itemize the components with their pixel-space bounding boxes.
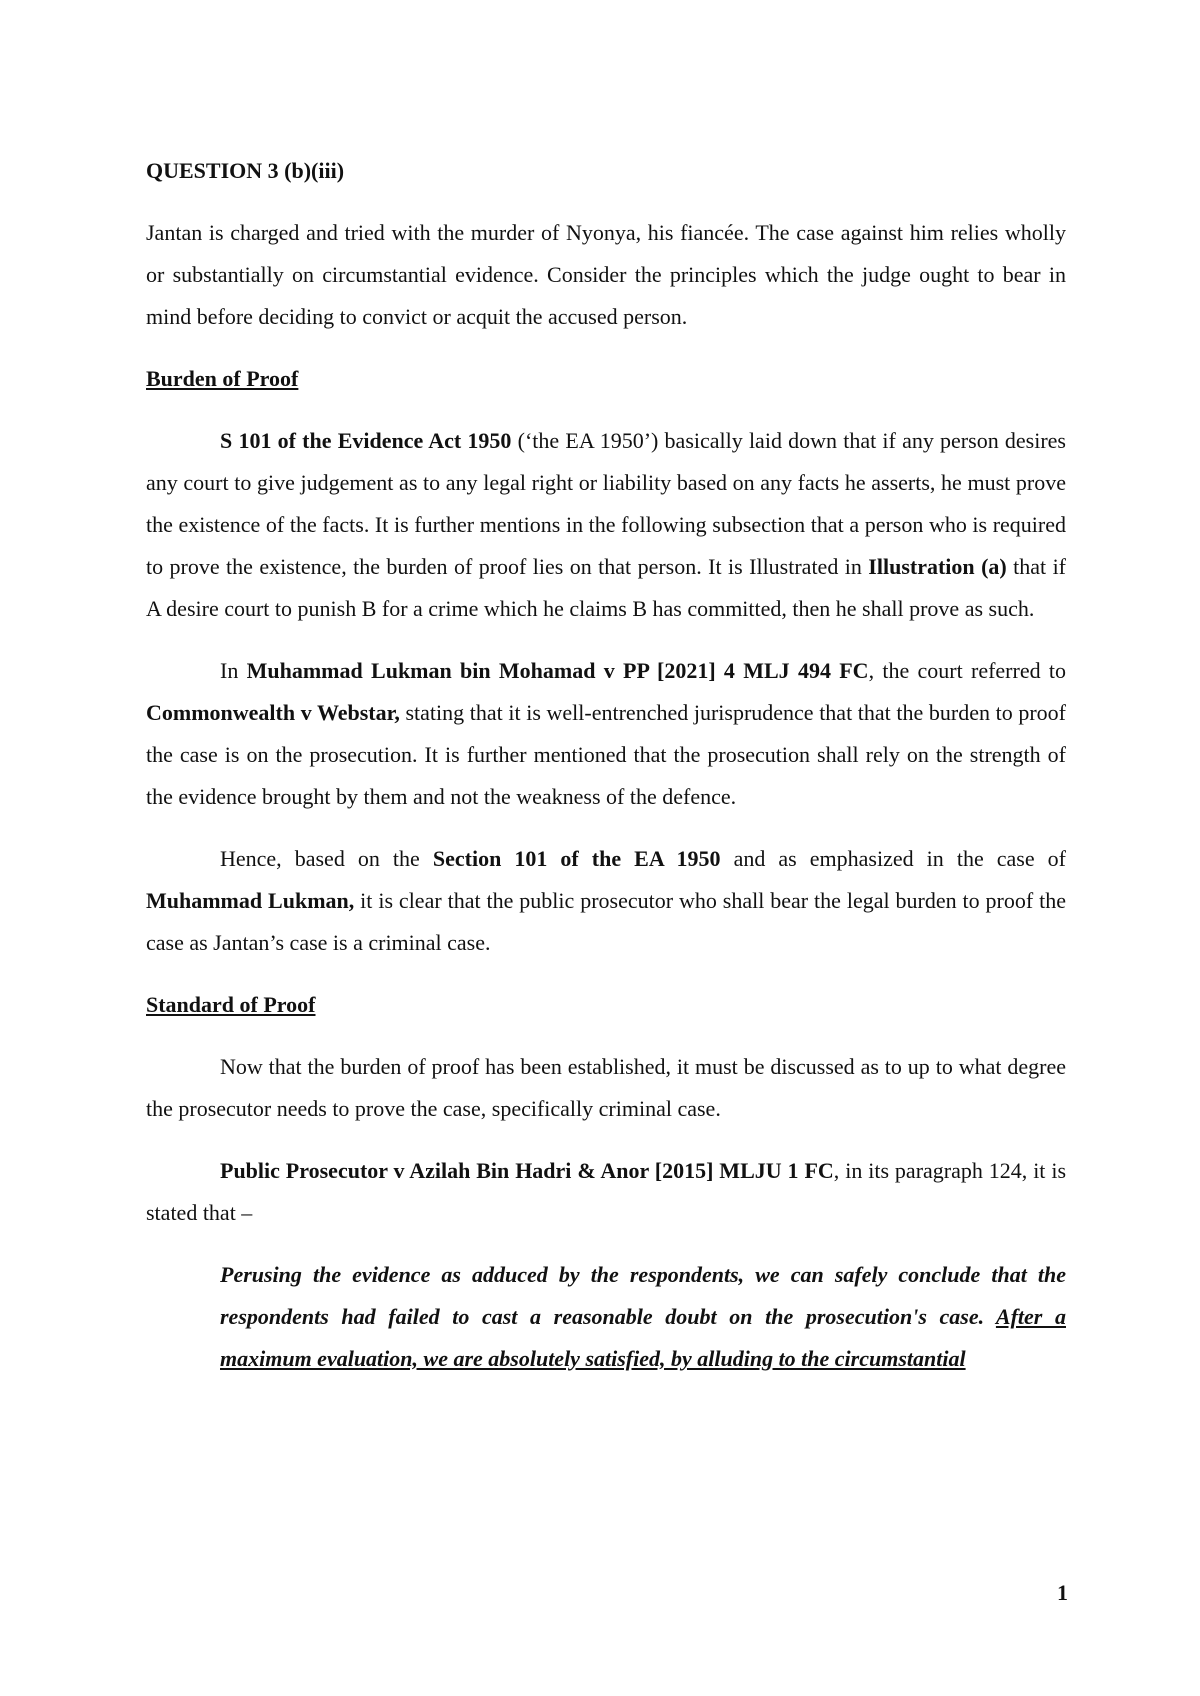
illustration-a-citation: Illustration (a) — [868, 554, 1007, 579]
azilah-case-citation: Public Prosecutor v Azilah Bin Hadri & Anor [2015] MLJU 1 FC — [220, 1158, 834, 1183]
question-heading: QUESTION 3 (b)(iii) — [146, 158, 345, 183]
quote-underlined-text: After a maximum evaluation, we are absolutely satisfied, by alluding to the circumstantial — [220, 1304, 1066, 1371]
azilah-quote-block — [220, 1254, 1066, 1380]
lukman-case-paragraph — [146, 650, 1066, 818]
section-101-text: (‘the EA 1950’) basically laid down that if any person desires any court to give judgement as to any legal right or liability based on any facts he asserts, he must prove the existence of the facts. It is further mentions in the following subsection that a person who is required to prove the existence, the burden of proof lies on that person. It is Illustrated in — [146, 428, 1066, 579]
lukman-lead-text: In — [220, 658, 247, 683]
section-101-paragraph — [146, 420, 1066, 630]
burden-conclusion-paragraph — [146, 838, 1066, 964]
conclusion-middle-text: and as emphasized in the case of — [720, 846, 1066, 871]
conclusion-tail-text: it is clear that the public prosecutor who shall bear the legal burden to proof the case as Jantan’s case is a criminal case. — [146, 888, 1066, 955]
azilah-case-text: , in its paragraph 124, it is stated that – — [146, 1158, 1066, 1225]
illustration-a-text: that if A desire court to punish B for a crime which he claims B has committed, then he shall prove as such. — [146, 554, 1067, 621]
lukman-case-citation: Muhammad Lukman bin Mohamad v PP [2021] 4 MLJ 494 FC — [246, 658, 869, 683]
conclusion-lead-text: Hence, based on the — [220, 846, 433, 871]
webstar-case-citation: Commonwealth v Webstar, — [146, 700, 400, 725]
azilah-case-paragraph — [146, 1150, 1066, 1234]
question-intro-paragraph: Jantan is charged and tried with the murder of Nyonya, his fiancée. The case against him relies wholly or substantially on circumstantial evidence. Consider the principles which the judge ought to bear in mind before deciding to convict or acquit the accused person. — [146, 220, 1066, 329]
lukman-tail-text: stating that it is well-entrenched jurisprudence that that the burden to proof the case is on the prosecution. It is further mentioned that the prosecution shall rely on the strength of the evidence brought by them and not the weakness of the defence. — [146, 700, 1067, 809]
lukman-middle-text: , the court referred to — [868, 658, 1067, 683]
document-body — [146, 150, 1066, 1400]
standard-intro-paragraph: Now that the burden of proof has been established, it must be discussed as to up to what degree the prosecutor needs to prove the case, specifically criminal case. — [146, 1054, 1066, 1121]
standard-of-proof-heading: Standard of Proof — [146, 992, 316, 1017]
page-number: 1 — [1057, 1580, 1068, 1605]
evidence-act-citation: S 101 of the Evidence Act 1950 — [220, 428, 512, 453]
quote-text: Perusing the evidence as adduced by the respondents, we can safely conclude that the respondents had failed to cast a reasonable doubt on the prosecution's case. — [220, 1262, 1066, 1329]
section-101-citation: Section 101 of the EA 1950 — [432, 846, 721, 871]
lukman-short-citation: Muhammad Lukman, — [146, 888, 355, 913]
burden-of-proof-heading: Burden of Proof — [146, 366, 299, 391]
